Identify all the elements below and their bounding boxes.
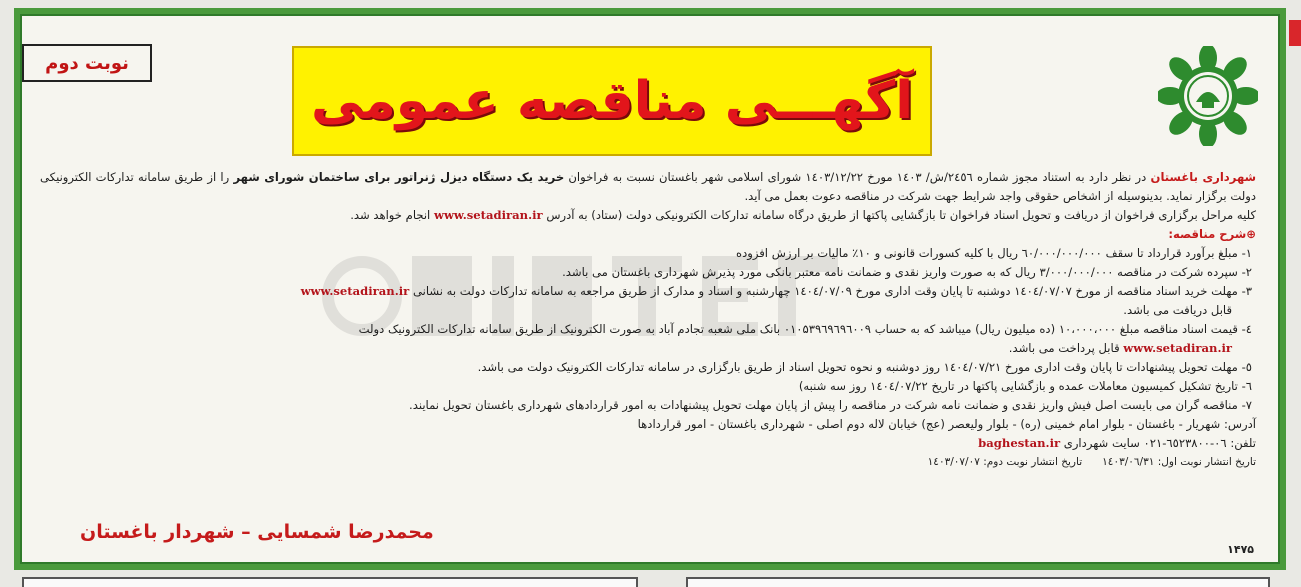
item-4-link[interactable]: www.setadiran.ir bbox=[1123, 341, 1232, 355]
intro-text-2: را از طریق سامانه تدارکات الکترونیکی دولت برگزار نماید. بدینوسیله از اشخاص حقوقی واجد شرایط جهت شرکت در مناقصه دعوت بعمل می آید. bbox=[40, 170, 1256, 203]
list-item bbox=[40, 282, 1256, 301]
intro-text-3: کلیه مراحل برگزاری فراخوان از دریافت و تحویل اسناد فراخوان تا بازگشایی پاکتها از طریق درگاه سامانه تدارکات الکترونیکی دولت (ستاد) به آدرس bbox=[542, 208, 1256, 222]
mayor-signature: محمدرضا شمسایی – شهردار باغستان bbox=[80, 521, 434, 543]
corner-tab bbox=[1289, 20, 1301, 46]
item-3-text: ۳- مهلت خرید اسناد مناقصه از مورخ ۱٤۰٤/۰۷/۰۷ دوشنبه تا پایان وقت اداری مورخ ۱٤۰٤/۰۷/۰۹ چهارشنبه و اسناد و مدارک از طریق مراجعه به سامانه تدارکات دولت به نشانی bbox=[409, 284, 1252, 298]
intro-text-1: در نظر دارد به استناد مجوز شماره ۲٤٥٦/ش/ ۱٤۰۳ مورخ ۱٤۰۳/۱۲/۲۲ شورای اسلامی شهر باغستان نسبت به فراخوان bbox=[564, 170, 1151, 184]
setad-link[interactable]: www.setadiran.ir bbox=[433, 208, 543, 222]
section-title: ⊕شرح مناقصه: bbox=[1168, 227, 1256, 241]
list-item: ۷- مناقصه گران می بایست اصل فیش واریز نقدی و ضمانت نامه شرکت در مناقصه را پیش از پایان مهلت تحویل پیشنهادات به امور قراردادهای شهرداری باغستان تحویل نمایند. bbox=[409, 398, 1252, 412]
adjacent-ad-right bbox=[686, 577, 1270, 587]
list-item: ۲- سپرده شرکت در مناقصه ۳/۰۰۰/۰۰۰/۰۰۰ ریال که به صورت واریز نقدی و ضمانت نامه معتبر بانکی مورد پذیرش شهرداری باغستان می باشد. bbox=[562, 265, 1252, 279]
municipality-name: شهرداری باغستان bbox=[1150, 170, 1257, 184]
first-publication-date: تاریخ انتشار نوبت اول: ۱٤۰۳/۰٦/۳۱ bbox=[1102, 456, 1256, 468]
list-item: ٦- تاریخ تشکیل کمیسیون معاملات عمده و بازگشایی پاکتها در تاریخ ۱٤۰٤/۰۷/۲۲ روز سه شنبه) bbox=[798, 379, 1252, 393]
list-item: ۱- مبلغ برآورد قرارداد تا سقف ٦۰/۰۰۰/۰۰۰/۰۰۰ ریال با کلیه کسورات قانونی و ۱۰٪ مالیات بر ارزش افزوده bbox=[736, 246, 1252, 260]
intro-text-4: انجام خواهد شد. bbox=[350, 208, 434, 222]
tender-notice bbox=[14, 8, 1286, 570]
notice-inner bbox=[20, 14, 1280, 564]
intro-paragraph bbox=[40, 168, 1256, 206]
second-publication-date: تاریخ انتشار نوبت دوم: ۱٤۰۳/۰۷/۰۷ bbox=[927, 456, 1083, 468]
adjacent-ad-left bbox=[22, 577, 638, 587]
municipality-emblem-icon bbox=[1158, 46, 1258, 146]
title-box bbox=[292, 46, 932, 156]
list-item: ٥- مهلت تحویل پیشنهادات تا پایان وقت اداری مورخ ۱٤۰٤/۰۷/۲۱ روز دوشنبه و نحوه تحویل اسناد از طریق بارگزاری در سامانه تدارکات الکترونیک دولت می باشد. bbox=[477, 360, 1252, 374]
second-round-badge: نوبت دوم bbox=[22, 44, 152, 82]
website-link[interactable]: baghestan.ir bbox=[978, 436, 1061, 450]
notice-title: آگهـــی مناقصه عمومی bbox=[310, 71, 914, 131]
notice-body bbox=[40, 168, 1256, 472]
list-item-continuation bbox=[40, 339, 1256, 358]
item-3-link[interactable]: www.setadiran.ir bbox=[300, 284, 410, 298]
list-item-continuation: قابل دریافت می باشد. bbox=[1123, 303, 1232, 317]
intro-paragraph-2 bbox=[40, 206, 1256, 225]
list-item: ٤- قیمت اسناد مناقصه مبلغ ۱۰،۰۰۰،۰۰۰ (ده میلیون ریال) میباشد که به حساب ۰۱۰۵۳۹٦۹٦٩٦۰۰۹ بانک ملی شعبه تجادم آباد به صورت الکترونیک از طریق سامانه تدارکات الکترونیک دولت bbox=[358, 322, 1252, 336]
publication-dates bbox=[40, 453, 1256, 472]
tender-subject: خرید یک دستگاه دیزل ژنراتور برای ساختمان شورای شهر bbox=[233, 170, 565, 184]
phone-line bbox=[40, 434, 1256, 453]
address-line: آدرس: شهریار - باغستان - بلوار امام خمینی (ره) - بلوار ولیعصر (عج) خیابان لاله دوم اصلی - شهرداری باغستان - امور قراردادها bbox=[637, 417, 1256, 431]
page-number: ۱۴۷۵ bbox=[1227, 543, 1254, 556]
item-4-end: قابل پرداخت می باشد. bbox=[1008, 341, 1124, 355]
phone-text: تلفن: ۰٦-٦٥۲۳۸۰۰-۰۲۱ سایت شهرداری bbox=[1060, 436, 1256, 450]
